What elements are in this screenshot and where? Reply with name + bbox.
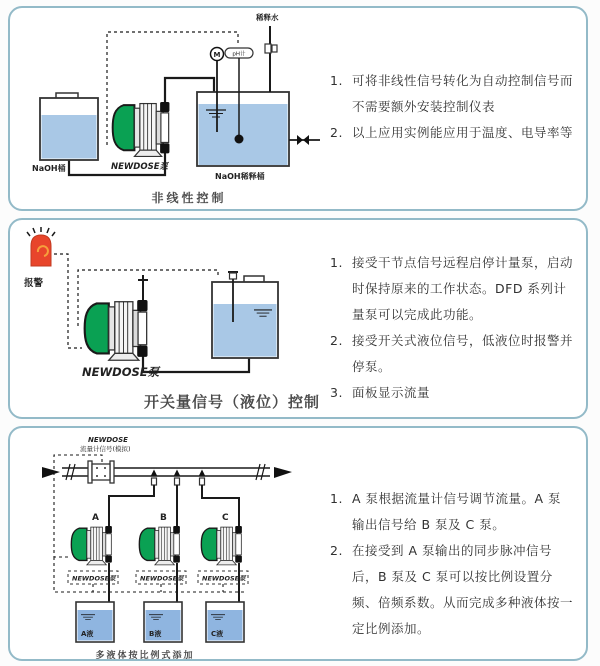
injection-valve [138, 275, 148, 300]
note-number: 2. [330, 543, 343, 558]
note-number: 1. [330, 255, 343, 270]
tank-c-label: C液 [211, 630, 224, 638]
transmitter-label: pH计 [232, 51, 246, 58]
naoh-dilution-tank-label: NaOH稀释桶 [215, 172, 265, 181]
note-number: 1. [330, 491, 343, 506]
note-item [330, 328, 574, 380]
dosing-pump-c [201, 526, 242, 565]
note-number: 2. [330, 333, 343, 348]
dosing-pump [85, 300, 148, 360]
tank-outlet-valve [289, 135, 320, 145]
motor-m-label: M [213, 51, 221, 59]
pump-a-letter: A [92, 513, 99, 523]
flowmeter-signal-label: 流量计信号(模拟) [80, 445, 131, 453]
note-number: 3. [330, 385, 343, 400]
tank-a-label: A液 [81, 630, 94, 638]
pump-c-label: NEWDOSE泵 [202, 574, 246, 583]
note-item [330, 486, 574, 538]
dosing-pump [113, 102, 170, 156]
pump-label: NEWDOSE泵 [82, 365, 160, 379]
naoh-dilution-tank [197, 92, 289, 166]
note-item [330, 120, 574, 146]
ph-sensor-icon [235, 135, 244, 144]
tank-b-label: B液 [149, 630, 162, 638]
injection-quill-a [151, 470, 157, 486]
note-text: 接受开关式液位信号，低液位时报警并停泵。 [352, 333, 574, 374]
naoh-feed-tank-label: NaOH桶 [32, 164, 66, 173]
flowmeter-brand-label: NEWDOSE [88, 436, 128, 444]
panel3-notes [330, 486, 574, 642]
injection-quill-b [174, 470, 180, 486]
panel2-notes [330, 250, 574, 406]
pump-b-label: NEWDOSE泵 [140, 574, 184, 583]
note-text: 接受干节点信号远程启停计量泵，启动时保持原来的工作状态。DFD 系列计量泵可以完成此功能。 [352, 255, 574, 322]
note-number: 1. [330, 73, 343, 88]
dilution-water-inlet [265, 26, 277, 92]
panel1-notes [330, 68, 574, 146]
level-control-diagram [12, 222, 330, 417]
pump-c-letter: C [222, 513, 229, 523]
panel2-caption: 开关量信号（液位）控制 [143, 393, 321, 411]
note-number: 2. [330, 125, 343, 140]
note-text: A 泵根据流量计信号调节流量。A 泵输出信号给 B 泵及 C 泵。 [352, 491, 562, 532]
note-item [330, 380, 574, 406]
pump-label: NEWDOSE泵 [111, 162, 169, 172]
flow-out-arrow-icon [274, 467, 292, 478]
note-text: 以上应用实例能应用于温度、电导率等 [352, 125, 574, 140]
panel3-caption: 多液体按比例式添加 [95, 651, 195, 661]
panel-proportional-dosing [8, 426, 588, 661]
dosing-pump-b [139, 526, 180, 565]
dosing-pump-a [71, 526, 112, 565]
pump-b-letter: B [160, 513, 167, 523]
pump-a-label: NEWDOSE泵 [72, 574, 116, 583]
dilution-water-label: 稀释水 [256, 13, 279, 22]
note-text: 在接受到 A 泵输出的同步脉冲信号后，B 泵及 C 泵可以按比例设置分频、倍频系数。从而完成多种液体按一定比例添加。 [352, 543, 574, 636]
alarm-beacon-icon [27, 227, 55, 266]
note-item [330, 538, 574, 642]
note-text: 可将非线性信号转化为自动控制信号而不需要额外安装控制仪表 [352, 73, 574, 114]
flow-in-arrow-icon [42, 467, 60, 478]
note-item [330, 68, 574, 120]
main-pipe [42, 464, 292, 480]
naoh-feed-tank [40, 93, 98, 160]
nonlinear-control-diagram [12, 10, 330, 209]
discharge-pipe-c [202, 485, 239, 526]
injection-quill-c [199, 470, 205, 486]
proportional-dosing-diagram [12, 430, 330, 661]
discharge-pipe-a [109, 485, 154, 526]
panel-level-control [8, 218, 588, 419]
panel1-caption: 非线性控制 [151, 191, 227, 205]
note-text: 面板显示流量 [352, 385, 431, 400]
alarm-label: 报警 [24, 278, 44, 289]
chemical-tank [212, 276, 278, 358]
note-item [330, 250, 574, 328]
panel-nonlinear-control [8, 6, 588, 211]
flow-meter [88, 461, 114, 483]
